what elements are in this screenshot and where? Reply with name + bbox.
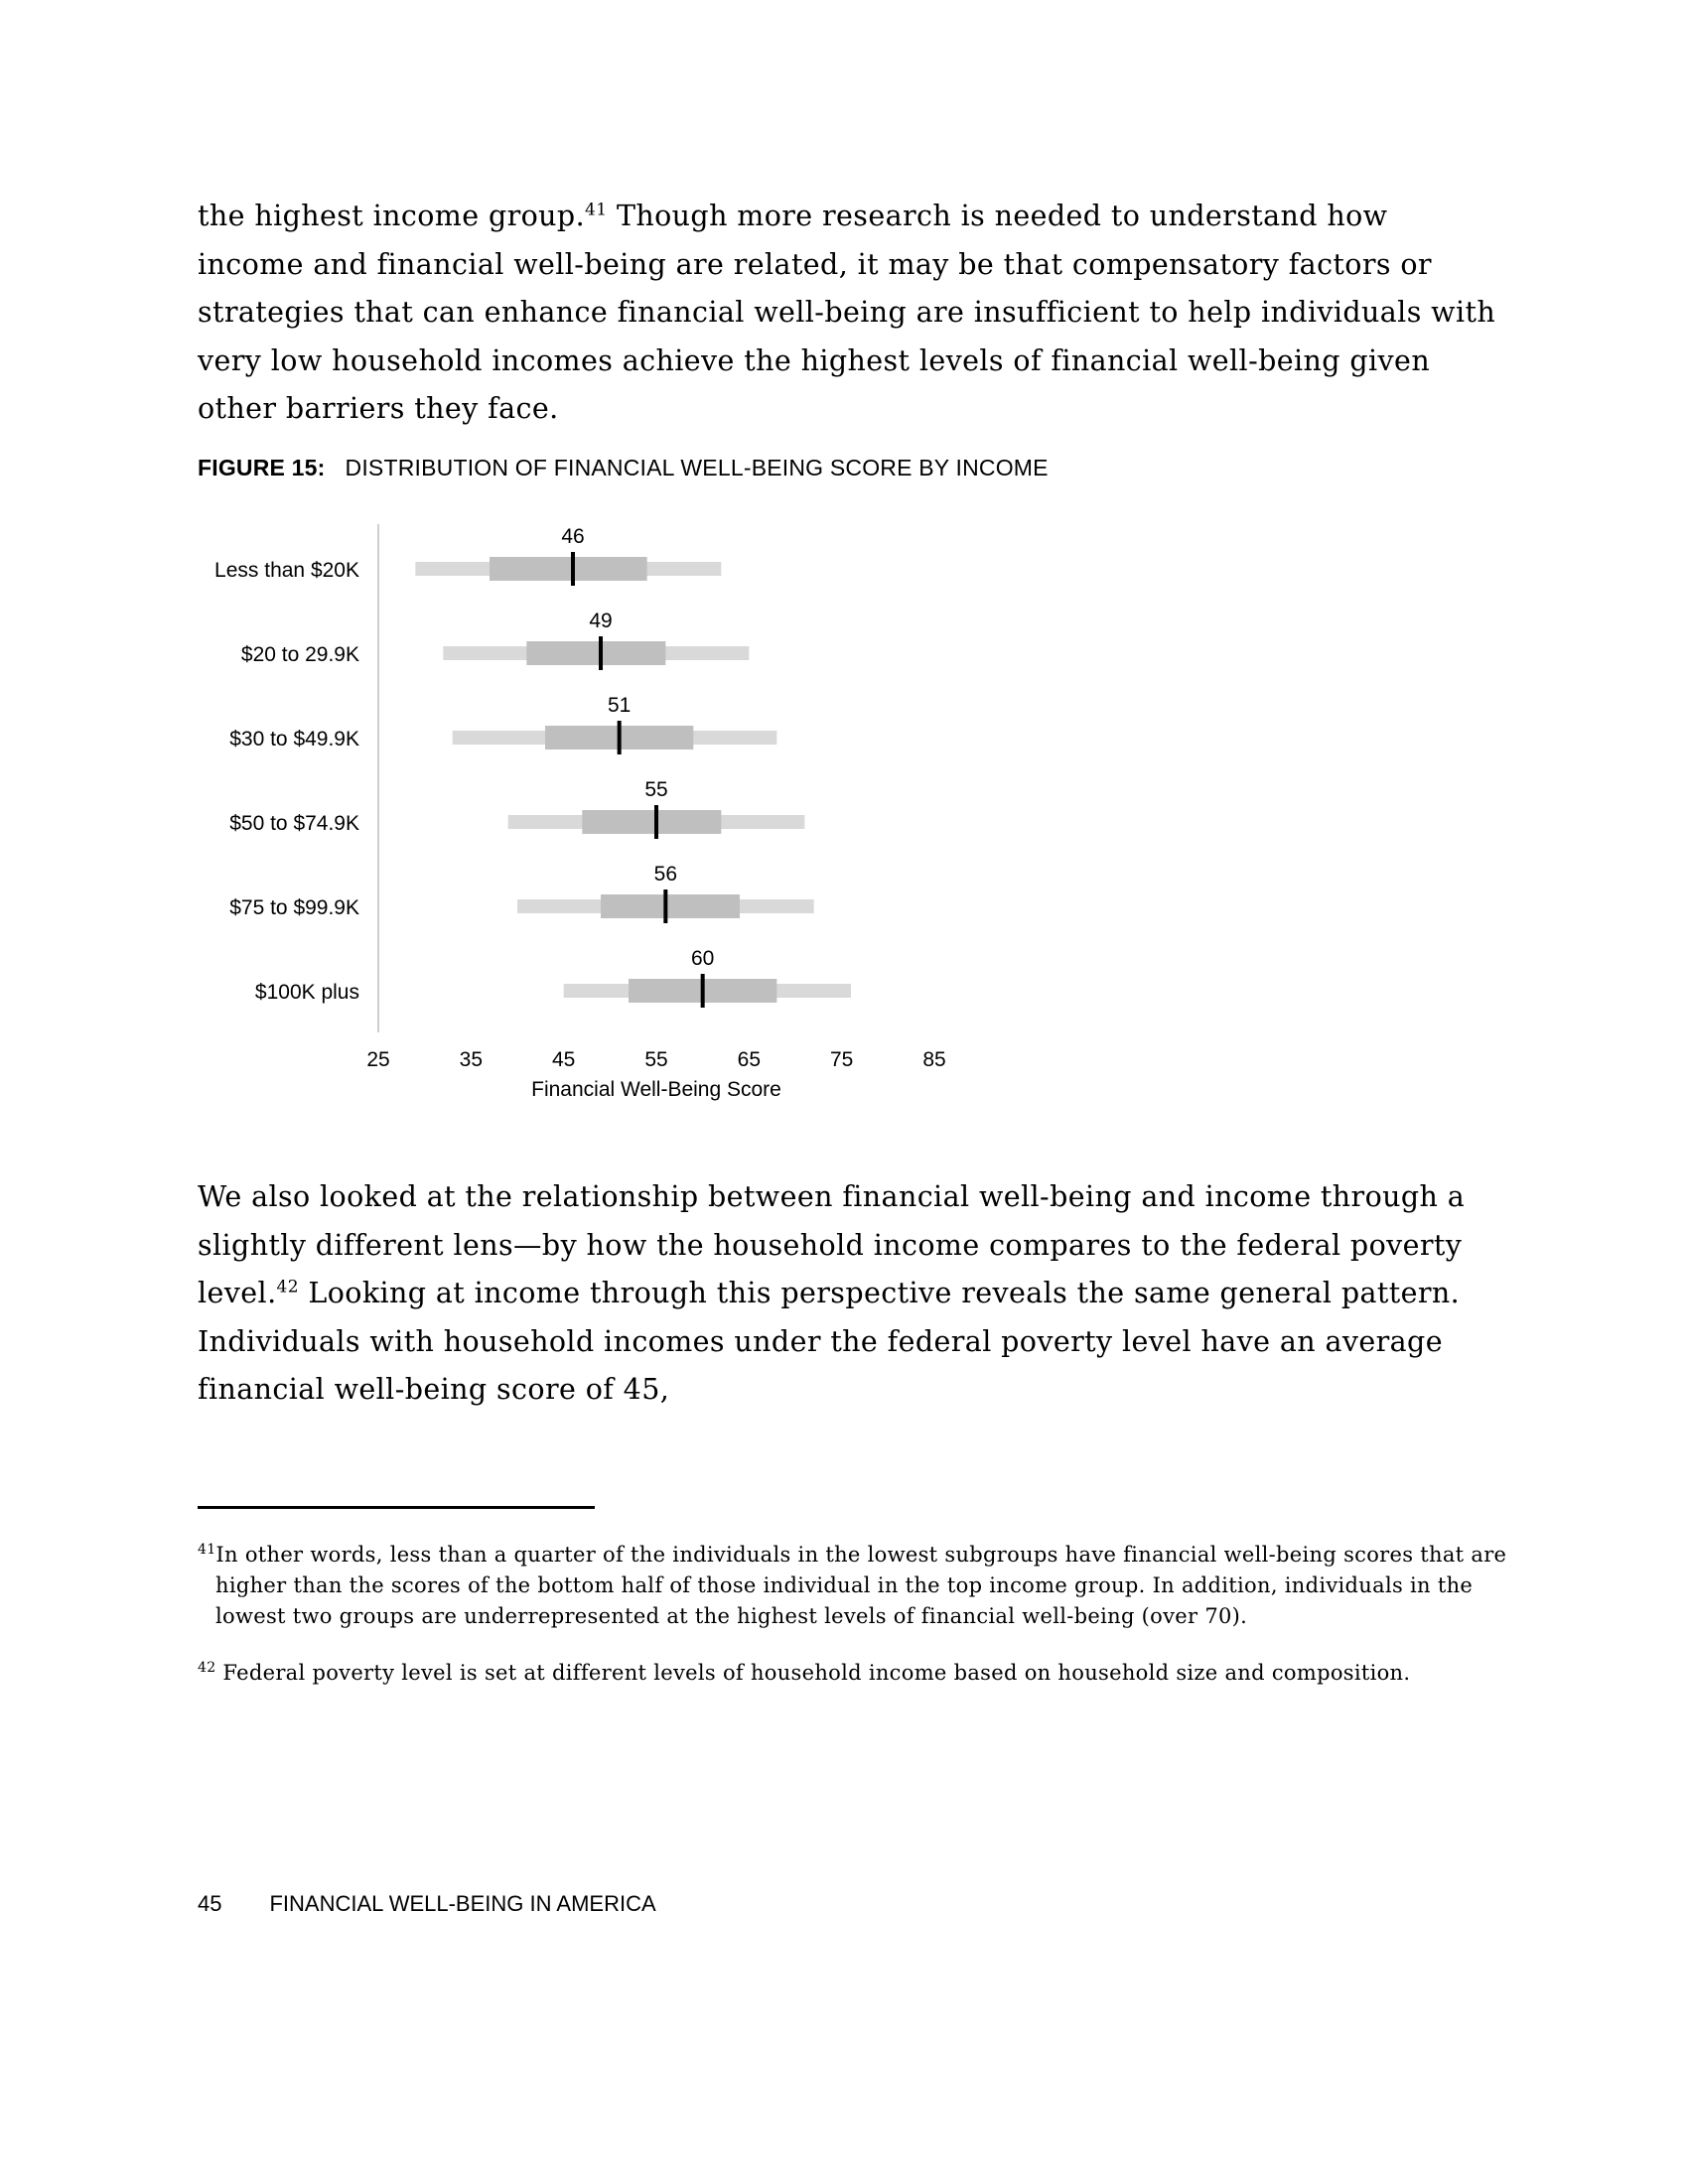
para2-text-start: We also looked at the relationship between financial well-being and income through a slightly different lens—by how the household income compares to the federal poverty level. xyxy=(198,1180,1466,1309)
category-label: $30 to $49.9K xyxy=(229,728,359,751)
x-tick-label: 45 xyxy=(551,1048,576,1071)
inner-range-bar xyxy=(490,557,647,581)
inner-range-bar xyxy=(582,810,721,834)
footnote-42-text: Federal poverty level is set at different levels of household income based on household size and composition. xyxy=(215,1661,1411,1685)
inner-range-bar xyxy=(601,894,740,918)
category-label: $20 to 29.9K xyxy=(240,643,359,666)
footnote-separator xyxy=(198,1506,595,1509)
median-label: 55 xyxy=(644,778,668,801)
footnote-42-number: 42 xyxy=(198,1660,216,1676)
footer-title: FINANCIAL WELL-BEING IN AMERICA xyxy=(269,1891,656,1916)
para1-text-start: the highest income group. xyxy=(198,200,586,232)
figure-number: FIGURE 15: xyxy=(198,455,326,480)
x-tick-label: 75 xyxy=(829,1048,854,1071)
x-tick-label: 65 xyxy=(737,1048,762,1071)
footnote-41-number: 41 xyxy=(198,1542,216,1558)
page-footer xyxy=(198,1891,656,1917)
x-tick-label: 55 xyxy=(644,1048,668,1071)
category-label: $50 to $74.9K xyxy=(229,812,359,835)
x-tick-label: 35 xyxy=(459,1048,484,1071)
median-label: 60 xyxy=(690,947,715,970)
category-label: Less than $20K xyxy=(214,559,359,582)
para1-text-end: Though more research is needed to understand how income and financial well-being are related, it may be that compensatory factors or strategies that can enhance financial well-being are insufficient to help individuals with very low household incomes achieve the highest levels of financial well-being given other barriers they face. xyxy=(198,200,1496,425)
median-label: 46 xyxy=(561,525,585,548)
x-axis-title: Financial Well-Being Score xyxy=(531,1078,781,1101)
median-label: 56 xyxy=(653,863,678,886)
x-tick-label: 85 xyxy=(922,1048,946,1071)
footnote-41-text: In other words, less than a quarter of the individuals in the lowest subgroups have financial well-being scores that are higher than the scores of the bottom half of those individual in the top income group. In addition, individuals in the lowest two groups are underrepresented at the highest levels of financial well-being (over 70). xyxy=(215,1543,1507,1628)
inner-range-bar xyxy=(526,641,665,665)
body-paragraph-2 xyxy=(198,1173,1498,1415)
page-number: 45 xyxy=(198,1891,222,1916)
x-tick-label: 25 xyxy=(366,1048,390,1071)
footnote-ref-41[interactable]: 41 xyxy=(585,200,608,220)
median-label: 49 xyxy=(589,610,613,632)
footnote-41 xyxy=(198,1540,1516,1632)
figure-title: DISTRIBUTION OF FINANCIAL WELL-BEING SCORE BY INCOME xyxy=(345,455,1049,480)
footnote-ref-42[interactable]: 42 xyxy=(276,1277,299,1297)
median-label: 51 xyxy=(607,694,632,717)
category-label: $100K plus xyxy=(254,981,359,1004)
category-label: $75 to $99.9K xyxy=(229,896,359,919)
footnote-42 xyxy=(198,1658,1498,1689)
para2-text-end: Looking at income through this perspective reveals the same general pattern. Individuals with household incomes under the federal poverty level have an average financial well-being score of 45, xyxy=(198,1277,1461,1406)
